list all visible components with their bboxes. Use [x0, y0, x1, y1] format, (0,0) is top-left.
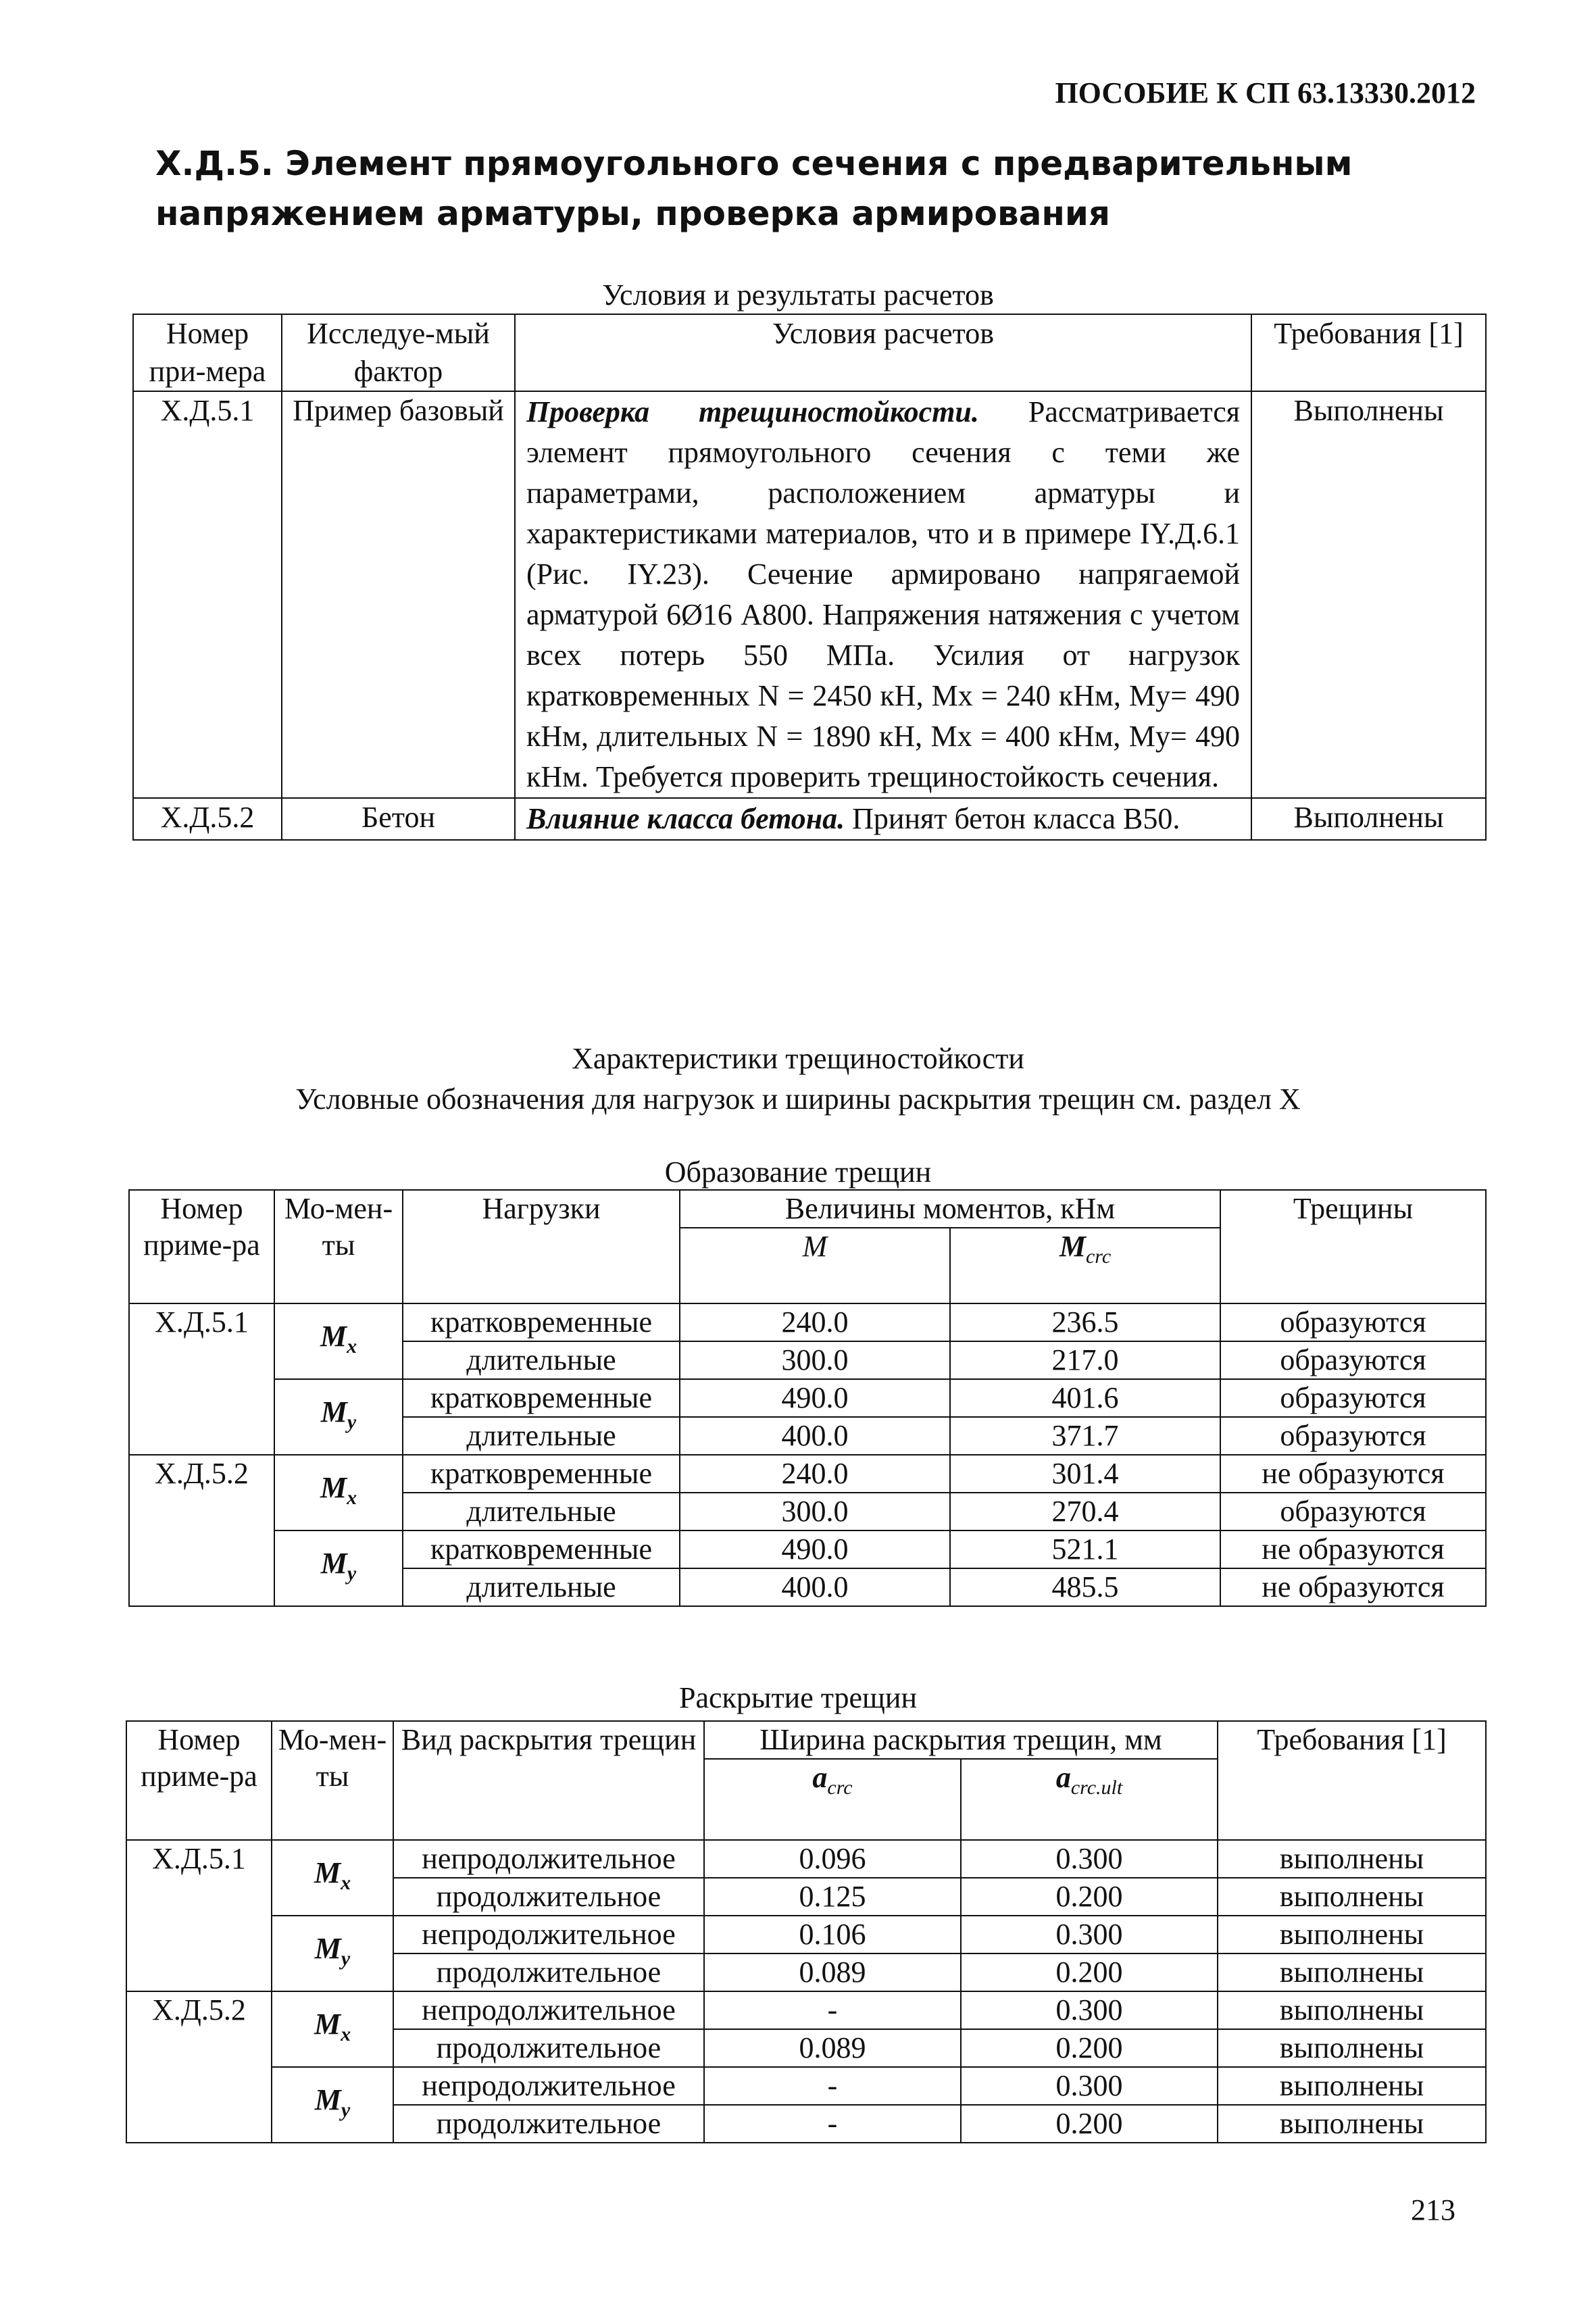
header-mcrc: $M_{crc}$ — [950, 1228, 1220, 1303]
crack-result: не образуются — [1220, 1455, 1486, 1493]
table-row — [126, 1991, 1486, 2029]
conditions-text: Рассматривается элемент прямоугольного сечения с теми же параметрами, расположением арматуры и характеристиками материалов, что и в примере ΙΥ.Д.6.1 (Рис. ΙΥ.23). Сечение армировано напрягаемой арматурой 6Ø16 А800. Напряжения натяжения с учетом всех потерь 550 МПа. Усилия от нагрузок кратковременных — [526, 395, 1240, 712]
crack-width-ultimate: 0.300 — [961, 2067, 1218, 2105]
moment-value: 300.0 — [680, 1493, 950, 1530]
section-title — [155, 139, 1439, 239]
table-row — [129, 1303, 1486, 1341]
moment-letter: M — [314, 1931, 341, 1965]
load-type: длительные — [403, 1568, 680, 1606]
page-number: 213 — [1411, 2193, 1455, 2226]
crack-moment-value: 401.6 — [950, 1379, 1220, 1417]
header-moment: Мо-мен-ты — [274, 1190, 403, 1303]
load-type: кратковременные — [403, 1303, 680, 1341]
header-acrc: $a_{crc}$ — [704, 1759, 961, 1840]
moment-value: 240.0 — [680, 1303, 950, 1341]
requirement-status: выполнены — [1218, 1916, 1486, 1953]
header-moment: Мо-мен-ты — [272, 1721, 393, 1840]
moment-axis: y — [341, 2098, 351, 2121]
table-row — [126, 2067, 1486, 2105]
load-type: длительные — [403, 1417, 680, 1455]
moment-axis: y — [347, 1410, 357, 1433]
example-number: Х.Д.5.1 — [129, 1303, 274, 1455]
moment-letter: M — [314, 2083, 341, 2116]
crack-width-value: 0.089 — [704, 1953, 961, 1991]
crack-kind: непродолжительное — [393, 1840, 704, 1878]
crack-moment-value: 217.0 — [950, 1341, 1220, 1379]
conditions-lead: Влияние класса бетона. — [526, 802, 845, 835]
moment-axis: x — [341, 2022, 351, 2045]
conditions-row-2 — [133, 798, 1486, 840]
header-crack-width: Ширина раскрытия трещин, мм — [704, 1721, 1218, 1759]
crack-width-ultimate: 0.200 — [961, 1953, 1218, 1991]
crack-width-ultimate: 0.200 — [961, 2105, 1218, 2143]
header-acrc-ult: $a_{crc.ult}$ — [961, 1759, 1218, 1840]
legend-note: Условные обозначения для нагрузок и ширины раскрытия трещин см. раздел Х — [295, 1082, 1301, 1116]
section-title-line-2: напряжением арматуры, проверка армирования — [155, 194, 1111, 233]
moment-symbol — [274, 1379, 403, 1455]
crack-opening-header-row-1 — [126, 1721, 1486, 1759]
moment-symbol — [274, 1455, 403, 1530]
moment-letter: M — [314, 1856, 341, 1889]
header-m: M — [680, 1228, 950, 1303]
conditions-lead: Проверка трещиностойкости. — [526, 395, 979, 428]
header-factor: Исследуе-мый фактор — [282, 314, 515, 391]
moment-letter: M — [320, 1319, 347, 1353]
header-conditions: Условия расчетов — [515, 314, 1251, 391]
row-conditions — [515, 391, 1251, 798]
moment-symbol — [272, 1840, 393, 1916]
moment-value: 400.0 — [680, 1568, 950, 1606]
row-num: Х.Д.5.2 — [133, 798, 282, 840]
crack-width-value: - — [704, 1991, 961, 2029]
example-number: Х.Д.5.1 — [126, 1840, 272, 1991]
requirement-status: выполнены — [1218, 2105, 1486, 2143]
header-cracks: Трещины — [1220, 1190, 1486, 1303]
moment-value: 490.0 — [680, 1530, 950, 1568]
moment-value: 240.0 — [680, 1455, 950, 1493]
requirement-status: выполнены — [1218, 2067, 1486, 2105]
load-type: длительные — [403, 1493, 680, 1530]
crack-kind: продолжительное — [393, 2105, 704, 2143]
crack-result: образуются — [1220, 1379, 1486, 1417]
crack-result: образуются — [1220, 1341, 1486, 1379]
crack-width-ultimate: 0.200 — [961, 1878, 1218, 1916]
crack-moment-value: 301.4 — [950, 1455, 1220, 1493]
crack-width-value: 0.106 — [704, 1916, 961, 1953]
crack-kind: непродолжительное — [393, 1916, 704, 1953]
table-row — [129, 1379, 1486, 1417]
requirement-status: выполнены — [1218, 1991, 1486, 2029]
header-num: Номер приме-ра — [129, 1190, 274, 1303]
moment-axis: x — [347, 1335, 357, 1358]
moment-letter: M — [314, 2007, 341, 2041]
crack-result: не образуются — [1220, 1530, 1486, 1568]
moment-axis: y — [347, 1562, 357, 1585]
moment-letter: M — [320, 1546, 347, 1580]
crack-kind: продолжительное — [393, 1953, 704, 1991]
requirement-status: выполнены — [1218, 1878, 1486, 1916]
load-type: кратковременные — [403, 1530, 680, 1568]
moment-symbol — [272, 1991, 393, 2067]
header-moment-values: Величины моментов, кНм — [680, 1190, 1220, 1228]
row-requirements: Выполнены — [1251, 391, 1486, 798]
row-conditions — [515, 798, 1251, 840]
conditions-text: Принят бетон класса В50. — [852, 802, 1180, 835]
moment-symbol — [274, 1303, 403, 1379]
table2-caption: Образование трещин — [664, 1155, 932, 1189]
crack-width-ultimate: 0.300 — [961, 1991, 1218, 2029]
crack-result: образуются — [1220, 1303, 1486, 1341]
table-row — [126, 1916, 1486, 1953]
crack-width-ultimate: 0.300 — [961, 1916, 1218, 1953]
running-header: ПОСОБИЕ К СП 63.13330.2012 — [1055, 76, 1476, 109]
crack-formation-header-row-1 — [129, 1190, 1486, 1228]
table-row — [126, 1840, 1486, 1878]
requirement-status: выполнены — [1218, 2029, 1486, 2067]
crack-result: образуются — [1220, 1493, 1486, 1530]
moment-axis: y — [341, 1947, 351, 1970]
crack-kind: продолжительное — [393, 2029, 704, 2067]
crack-formation-table — [128, 1189, 1487, 1607]
crack-moment-value: 485.5 — [950, 1568, 1220, 1606]
crack-characteristics-caption: Характеристики трещиностойкости — [572, 1042, 1024, 1075]
crack-width-ultimate: 0.200 — [961, 2029, 1218, 2067]
crack-width-ultimate: 0.300 — [961, 1840, 1218, 1878]
header-num: Номер приме-ра — [126, 1721, 272, 1840]
load-type: кратковременные — [403, 1455, 680, 1493]
crack-formation-body — [129, 1303, 1486, 1606]
crack-width-value: 0.125 — [704, 1878, 961, 1916]
crack-opening-body — [126, 1840, 1486, 2143]
moment-symbol — [274, 1530, 403, 1606]
header-num: Номер при-мера — [133, 314, 282, 391]
crack-moment-value: 521.1 — [950, 1530, 1220, 1568]
table3-caption: Раскрытие трещин — [678, 1681, 918, 1714]
conditions-text-loads: N = 2450 кН, Mx = 240 кНм, My= 490 кНм, длительных N = 1890 кН, Mx = 400 кНм, My= 490 кНм. Требуется проверить трещиностойкость сечения. — [526, 679, 1240, 793]
crack-opening-table — [126, 1720, 1487, 2143]
row-num: Х.Д.5.1 — [133, 391, 282, 798]
crack-moment-value: 371.7 — [950, 1417, 1220, 1455]
example-number: Х.Д.5.2 — [126, 1991, 272, 2143]
moment-value: 490.0 — [680, 1379, 950, 1417]
conditions-header-row — [133, 314, 1486, 391]
example-number: Х.Д.5.2 — [129, 1455, 274, 1606]
header-crack-kind: Вид раскрытия трещин — [393, 1721, 704, 1840]
crack-kind: продолжительное — [393, 1878, 704, 1916]
table-row — [129, 1530, 1486, 1568]
crack-result: образуются — [1220, 1417, 1486, 1455]
crack-moment-value: 270.4 — [950, 1493, 1220, 1530]
moment-value: 400.0 — [680, 1417, 950, 1455]
moment-symbol — [272, 1916, 393, 1991]
moment-symbol — [272, 2067, 393, 2143]
header-loads: Нагрузки — [403, 1190, 680, 1303]
table-row — [129, 1455, 1486, 1493]
moment-letter: M — [320, 1395, 347, 1428]
requirement-status: выполнены — [1218, 1953, 1486, 1991]
row-factor: Бетон — [282, 798, 515, 840]
row-requirements: Выполнены — [1251, 798, 1486, 840]
moment-value: 300.0 — [680, 1341, 950, 1379]
crack-width-value: 0.096 — [704, 1840, 961, 1878]
conditions-table — [132, 314, 1487, 841]
moment-axis: x — [341, 1871, 351, 1894]
crack-width-value: - — [704, 2105, 961, 2143]
crack-result: не образуются — [1220, 1568, 1486, 1606]
header-requirements: Требования [1] — [1251, 314, 1486, 391]
requirement-status: выполнены — [1218, 1840, 1486, 1878]
moment-letter: M — [320, 1470, 347, 1504]
crack-width-value: - — [704, 2067, 961, 2105]
crack-kind: непродолжительное — [393, 2067, 704, 2105]
load-type: длительные — [403, 1341, 680, 1379]
moment-axis: x — [347, 1486, 357, 1509]
table1-caption: Условия и результаты расчетов — [602, 278, 994, 312]
crack-moment-value: 236.5 — [950, 1303, 1220, 1341]
header-requirements: Требования [1] — [1218, 1721, 1486, 1840]
row-factor: Пример базовый — [282, 391, 515, 798]
crack-width-value: 0.089 — [704, 2029, 961, 2067]
section-title-line-1: Х.Д.5. Элемент прямоугольного сечения с предварительным — [155, 144, 1353, 183]
conditions-row-1 — [133, 391, 1486, 798]
load-type: кратковременные — [403, 1379, 680, 1417]
crack-kind: непродолжительное — [393, 1991, 704, 2029]
